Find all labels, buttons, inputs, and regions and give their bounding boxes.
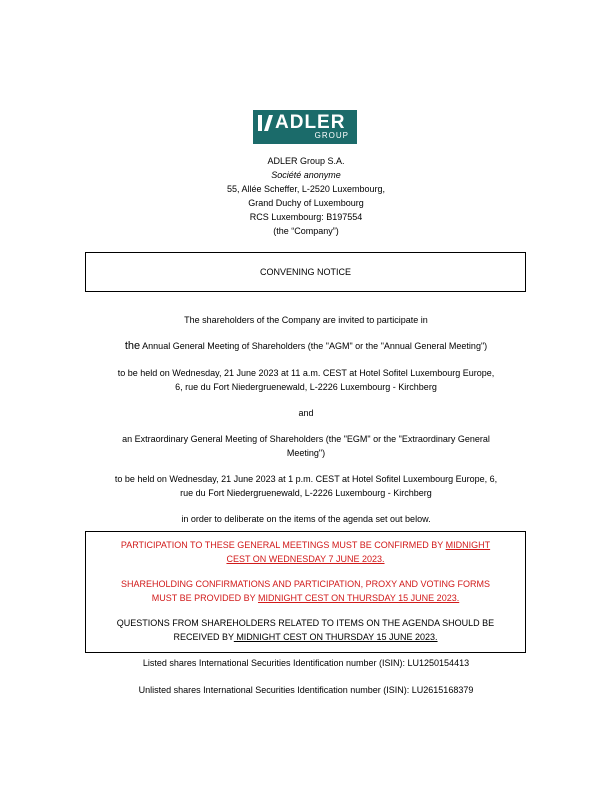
egm-title-line-2: Meeting") — [286, 448, 326, 458]
egm-details-line-2: rue du Fort Niedergruenewald, L-2226 Luxembourg - Kirchberg — [180, 488, 432, 498]
adler-logo-mark-icon — [258, 115, 274, 136]
egm-title-line-1: an Extraordinary General Meeting of Shareholders (the "EGM" or the "Extraordinary General — [122, 434, 490, 444]
questions-warning — [86, 616, 525, 644]
egm-title — [80, 432, 532, 460]
company-address: 55, Allée Scheffer, L-2520 Luxembourg, — [227, 184, 385, 194]
notice-title: CONVENING NOTICE — [259, 267, 351, 277]
participation-warning-text: PARTICIPATION TO THESE GENERAL MEETINGS MUST BE CONFIRMED BY — [120, 540, 446, 550]
and-text: and — [298, 408, 314, 418]
deadline-warning-box — [85, 531, 526, 653]
deliberate-text: in order to deliberate on the items of the agenda set out below. — [181, 514, 431, 524]
company-name: ADLER Group S.A. — [267, 156, 345, 166]
logo-word: ADLER — [275, 112, 346, 133]
participation-warning — [86, 538, 525, 566]
forms-warning-line-1: SHAREHOLDING CONFIRMATIONS AND PARTICIPATION, PROXY AND VOTING FORMS — [120, 579, 491, 589]
egm-details-line-1: to be held on Wednesday, 21 June 2023 at 1 p.m. CEST at Hotel Sofitel Luxembourg Europe, 6, — [114, 474, 498, 484]
participation-deadline-midnight: MIDNIGHT — [445, 540, 491, 550]
adler-group-logo — [253, 110, 357, 144]
company-alias: (the “Company”) — [273, 226, 339, 236]
convening-notice-box — [85, 252, 526, 292]
participation-deadline-date: CEST ON WEDNESDAY 7 JUNE 2023. — [226, 554, 385, 564]
forms-deadline: MIDNIGHT CEST ON THURSDAY 15 JUNE 2023. — [257, 593, 460, 603]
egm-details — [80, 472, 532, 500]
questions-warning-line-2: RECEIVED BY — [173, 632, 234, 642]
company-form: Société anonyme — [271, 170, 341, 180]
agm-details-line-2: 6, rue du Fort Niedergruenewald, L-2226 Luxembourg - Kirchberg — [175, 382, 437, 392]
agm-details-line-1: to be held on Wednesday, 21 June 2023 at 11 a.m. CEST at Hotel Sofitel Luxembourg Europe, — [117, 368, 495, 378]
isin-listed: Listed shares International Securities Identification number (ISIN): LU1250154413 — [142, 658, 470, 668]
agm-title-text: Annual General Meeting of Shareholders (the "AGM" or the "Annual General Meeting") — [142, 341, 488, 351]
forms-warning-line-2: MUST BE PROVIDED BY — [151, 593, 258, 603]
agm-title — [80, 339, 532, 353]
forms-warning — [86, 577, 525, 605]
questions-warning-line-1: QUESTIONS FROM SHAREHOLDERS RELATED TO ITEMS ON THE AGENDA SHOULD BE — [116, 618, 495, 628]
questions-deadline: MIDNIGHT CEST ON THURSDAY 15 JUNE 2023. — [233, 632, 438, 642]
isin-unlisted: Unlisted shares International Securities Identification number (ISIN): LU2615168379 — [138, 685, 474, 695]
company-rcs: RCS Luxembourg: B197554 — [249, 212, 363, 222]
intro-text: The shareholders of the Company are invited to participate in — [184, 315, 428, 325]
agm-the: the — [124, 340, 141, 352]
company-country: Grand Duchy of Luxembourg — [248, 198, 364, 208]
logo-sub: GROUP — [314, 131, 349, 140]
agm-details — [80, 366, 532, 394]
